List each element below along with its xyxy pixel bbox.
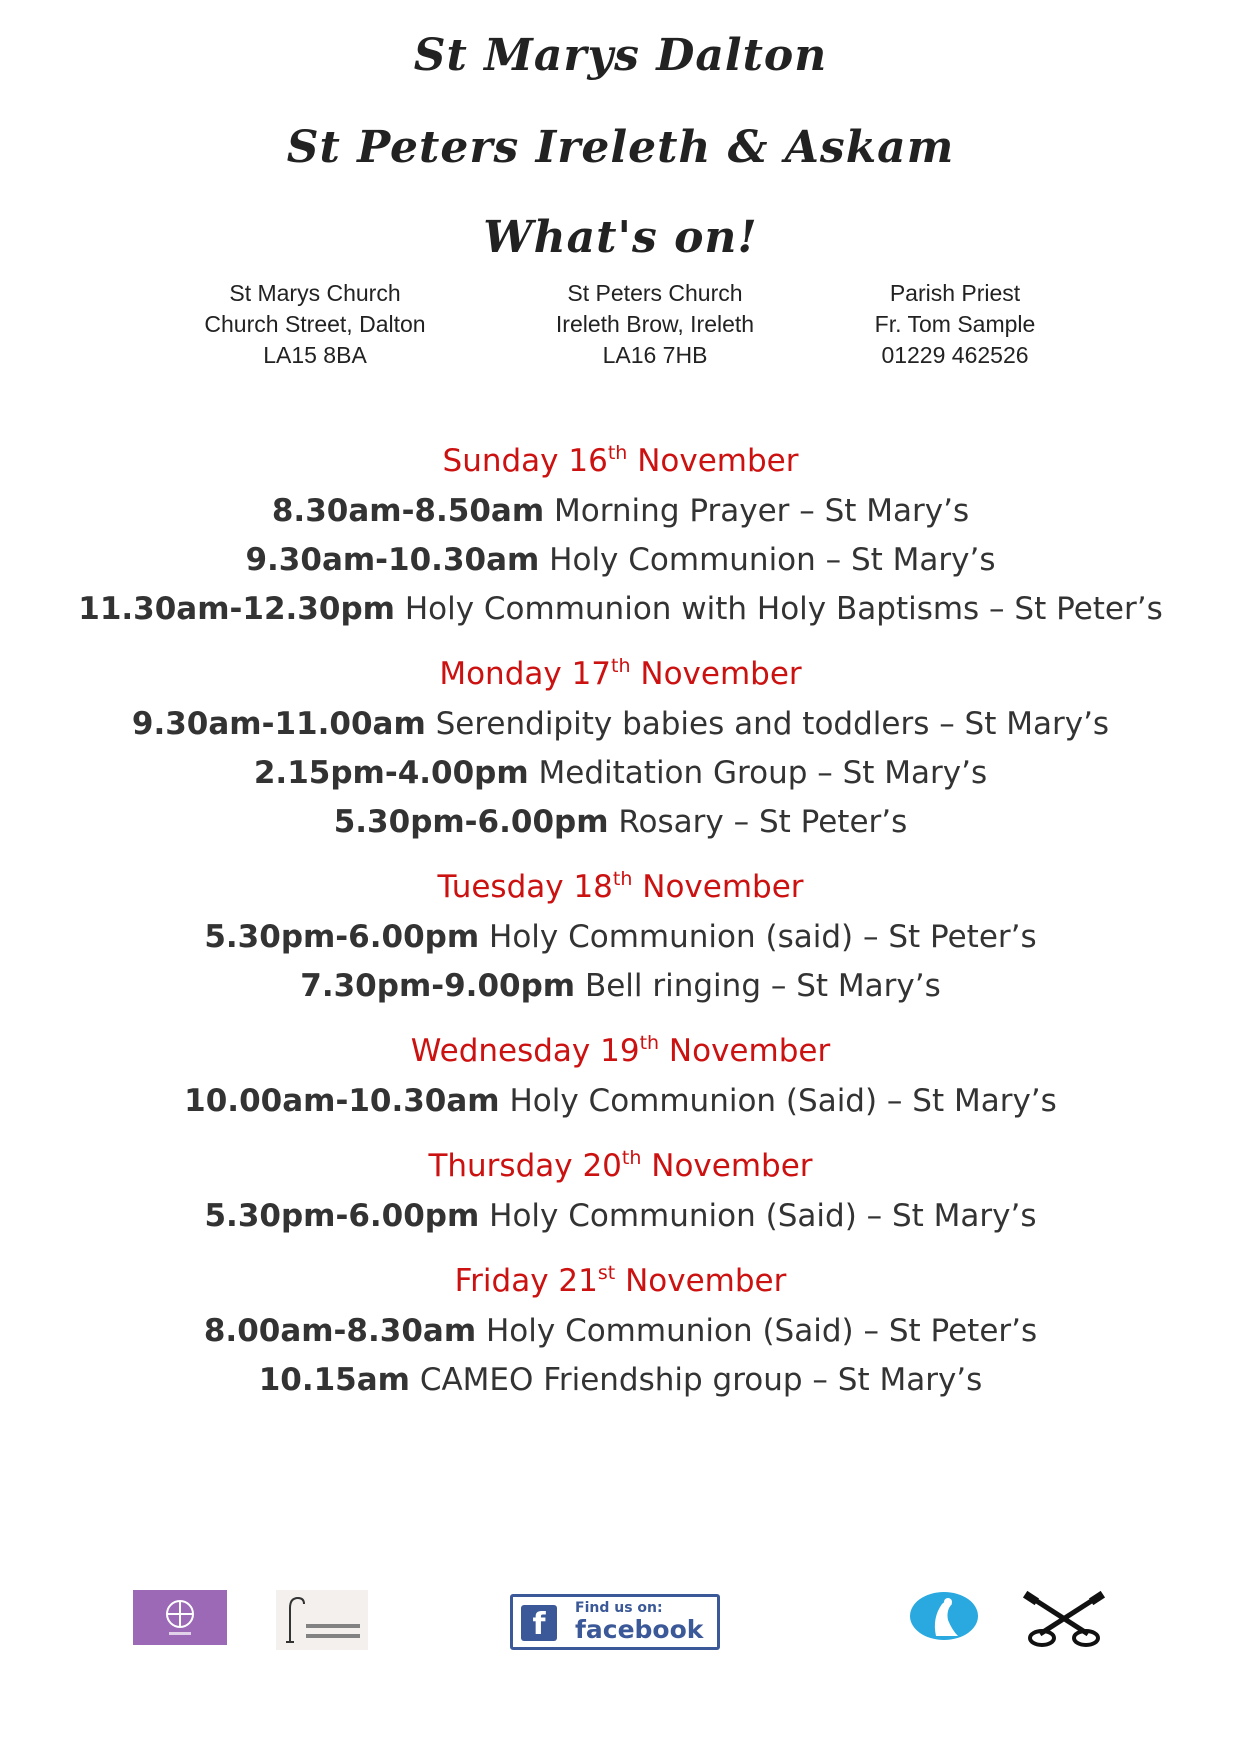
event-time: 9.30am-11.00am [131,706,426,742]
day-heading: Wednesday 19th November [410,1032,831,1069]
address-line: Parish Priest [889,280,1021,306]
footer-logos [0,1590,1241,1660]
event-row [0,1077,1241,1126]
event-row [0,536,1241,585]
address-line: Church Street, Dalton [204,311,426,337]
event-time: 2.15pm-4.00pm [253,755,529,791]
day-heading: Tuesday 18th November [437,868,804,905]
church-of-england-logo [133,1590,227,1645]
address-st-marys [165,278,465,371]
event-row [0,585,1241,634]
day-heading: Monday 17th November [439,655,802,692]
event-description: Holy Communion with Holy Baptisms – St Peter’s [404,591,1163,627]
event-row [0,1356,1241,1405]
event-description: CAMEO Friendship group – St Mary’s [419,1362,983,1398]
event-row [0,749,1241,798]
day-heading: Thursday 20th November [428,1147,813,1184]
address-line: LA15 8BA [263,342,367,368]
event-row [0,962,1241,1011]
facebook-badge[interactable] [510,1594,720,1650]
address-line: St Peters Church [567,280,743,306]
address-parish-priest [815,278,1095,371]
cross-icon [133,1590,227,1645]
event-description: Holy Communion (said) – St Peter’s [489,919,1037,955]
day-heading: Friday 21st November [454,1262,787,1299]
event-description: Holy Communion – St Mary’s [549,542,996,578]
dove-logo [908,1590,980,1644]
diocese-crook-icon [276,1590,368,1650]
event-description: Morning Prayer – St Mary’s [554,493,970,529]
event-time: 7.30pm-9.00pm [300,968,576,1004]
event-description: Bell ringing – St Mary’s [584,968,941,1004]
address-line: 01229 462526 [881,342,1029,368]
weekly-schedule [0,435,1241,1405]
dove-icon [908,1590,980,1644]
event-row [0,1192,1241,1241]
event-description: Rosary – St Peter’s [618,804,908,840]
event-time: 9.30am-10.30am [245,542,540,578]
address-line: LA16 7HB [602,342,708,368]
event-description: Serendipity babies and toddlers – St Mary’s [435,706,1110,742]
title-st-peters: St Peters Ireleth & Askam [286,122,955,173]
event-time: 11.30am-12.30pm [78,591,395,627]
event-time: 8.30am-8.50am [271,493,545,529]
carlisle-diocese-logo [276,1590,368,1650]
address-st-peters [505,278,805,371]
event-description: Holy Communion (Said) – St Mary’s [489,1198,1037,1234]
event-description: Holy Communion (Said) – St Mary’s [509,1083,1057,1119]
address-line: St Marys Church [229,280,401,306]
event-description: Meditation Group – St Mary’s [538,755,988,791]
day-heading: Sunday 16th November [442,442,799,479]
crossed-keys-icon [1018,1590,1110,1648]
event-description: Holy Communion (Said) – St Peter’s [485,1313,1038,1349]
event-row [0,700,1241,749]
address-line: Fr. Tom Sample [874,311,1036,337]
address-line: Ireleth Brow, Ireleth [555,311,755,337]
facebook-f-icon: f [521,1605,557,1641]
event-time: 5.30pm-6.00pm [333,804,609,840]
event-time: 10.00am-10.30am [184,1083,500,1119]
title-whats-on: What's on! [483,212,758,263]
event-row [0,487,1241,536]
facebook-wordmark: facebook [575,1615,704,1644]
event-time: 10.15am [258,1362,410,1398]
event-row [0,913,1241,962]
event-row [0,798,1241,847]
event-time: 8.00am-8.30am [203,1313,477,1349]
crossed-keys-logo [1018,1590,1110,1648]
event-row [0,1307,1241,1356]
facebook-find-us-text: Find us on: [575,1600,663,1616]
event-time: 5.30pm-6.00pm [204,919,480,955]
event-time: 5.30pm-6.00pm [204,1198,480,1234]
title-st-marys: St Marys Dalton [413,30,828,81]
